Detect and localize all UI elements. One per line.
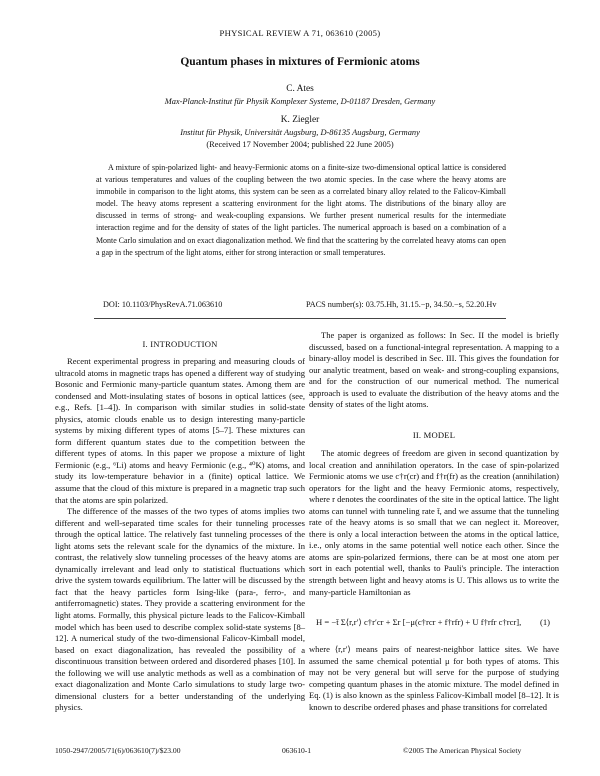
left-column (55, 356, 305, 714)
footer-code: 1050-2947/2005/71(6)/063610(7)/$23.00 (55, 746, 181, 755)
paragraph: Recent experimental progress in preparing and measuring clouds of ultracold atoms in magnetic traps has opened a different way of studying Bosonic and Fermionic many-particle quantum states. Among them are condensed and Mott-insulating states of bosons in optical lattices (see, e.g., Refs. [1–4]). In comparison with similar studies in solid-state physics, atomic clouds enable us to design interesting many-particle systems by mixing different types of atoms [5–7]. These mixtures can form different quantum states due to the competition between the different types of atoms. In this paper we propose a mixture of light Fermionic (e.g., ⁶Li) atoms and heavy Fermionic (e.g., ⁴⁰K) atoms, and study its low-temperature behavior in a (finite) optical lattice. We assume that the cloud of this mixture is prepared in a magnetic trap such that the atoms are spin polarized. (55, 356, 305, 505)
section-heading-introduction: I. INTRODUCTION (142, 339, 218, 349)
paragraph: The paper is organized as follows: In Sec. II the model is briefly discussed, based on a functional-integral representation. A mapping to a binary-alloy model is described in Sec. III. This gives the foundation for our analytic treatment, based on weak- and strong-coupling expansions, and for the construction of our numerical method. The numerical approach is used to evaluate the distribution of the heavy atoms and the density of states of the light atoms. (309, 330, 559, 410)
paragraph: The difference of the masses of the two types of atoms implies two different and well-separated time scales for their tunneling processes through the optical lattice. The relatively fast tunneling processes of the light atoms sets the relevant scale for the dynamics of the mixture. In contrast, the relatively slow tunneling processes of the heavy atoms are dynamically irrelevant and lead only to statistical fluctuations which drive the system towards equilibrium. The latter will be discussed by the fact that the heavy particles form Ising-like (para-, ferro-, and antiferromagnetic) states. They provide a scattering environment for the light atoms. Formally, this physical picture leads to the Falicov-Kimball model which has been used to describe complex solid-state systems [8–12]. A numerical study of the two-dimensional Falicov-Kimball model, based on exact diagonalization, has revealed the possibility of a discontinuous transition between ordered and disordered phases [10]. In the following we will use analytic methods as well as a combination of exact diagonalization and Monte Carlo simulations to study large two-dimensional clusters for a better understanding of the underlying physics. (55, 506, 305, 713)
author-affiliation: Max-Planck-Institut für Physik Komplexer Systeme, D-01187 Dresden, Germany (164, 97, 436, 106)
paragraph: where ⟨r,r′⟩ means pairs of nearest-neighbor lattice sites. We have assumed the same chemical potential μ for both types of atoms. This may not be very general but will serve for the purpose of studying competing quantum phases in the atomic mixture. The model defined in Eq. (1) is also known as the spinless Falicov-Kimball model [8–12]. It is known to describe ordered phases and phase transitions for correlated (309, 644, 559, 712)
author-name: K. Ziegler (280, 115, 320, 125)
doi[interactable]: DOI: 10.1103/PhysRevA.71.063610 (103, 300, 223, 309)
right-column-bottom (309, 644, 559, 713)
abstract: A mixture of spin-polarized light- and heavy-Fermionic atoms on a finite-size two-dimensional optical lattice is considered at various temperatures and values of the coupling between the two atomic species. In the case where the heavy atoms are immobile in comparison to the light atoms, this system can be seen as a correlated binary alloy related to the Falicov-Kimball model. The heavy atoms represent a scattering environment for the light atoms. The distributions of the binary alloy are discussed in terms of strong- and weak-coupling expansions. We further present numerical results for the intermediate interaction regime and for the density of states of the light particles. The numerical approach is based on a combination of a Monte Carlo simulation and on exact diagonalization method. We find that the scattering by the correlated heavy atoms can open a gap in the spectrum of the light atoms, either for strong interaction or small temperatures. (96, 163, 506, 257)
section-heading-model: II. MODEL (412, 430, 456, 440)
equation-number: (1) (540, 617, 551, 627)
author-name: C. Ates (286, 84, 314, 94)
journal-header: PHYSICAL REVIEW A 71, 063610 (2005) (219, 28, 381, 38)
paper-title: Quantum phases in mixtures of Fermionic atoms (180, 56, 420, 68)
right-column-model (309, 448, 559, 598)
copyright: ©2005 The American Physical Society (403, 746, 522, 755)
paragraph: The atomic degrees of freedom are given in second quantization by local creation and annihilation operators. In the case of spin-polarized Fermionic atoms we use c†r(cr) and f†r(fr) as the creation (annihilation) operators for the light and the heavy Fermionic atoms, respectively, where r denotes the coordinates of the site in the optical lattice. The light atoms can tunnel with tunneling rate t̄, and we assume that the tunneling rate of the heavy atoms is so small that we can neglect it. Moreover, there is only a local interaction between the atoms in the optical lattice, i.e., only atoms in the same potential well notice each other. Since the atoms are spin-polarized fermions, there can be at most one atom per sort in each potential well, thanks to Pauli's principle. The interaction strength between light and heavy atoms is U. This allows us to write the many-particle Hamiltonian as (309, 448, 559, 597)
equation-hamiltonian: H = −t̄ Σ⟨r,r′⟩ c†r′cr + Σr [−μ(c†rcr + f†rfr) + U f†rfr c†rcr], (316, 617, 522, 627)
right-column-top (309, 330, 559, 411)
divider (94, 318, 506, 319)
author-affiliation: Institut für Physik, Universität Augsburg, D-86135 Augsburg, Germany (180, 128, 420, 137)
pacs-numbers: PACS number(s): 03.75.Hh, 31.15.−p, 34.50.−s, 52.20.Hv (306, 300, 497, 309)
received-dates: (Received 17 November 2004; published 22 June 2005) (206, 140, 394, 149)
page-number: 063610-1 (282, 746, 312, 755)
